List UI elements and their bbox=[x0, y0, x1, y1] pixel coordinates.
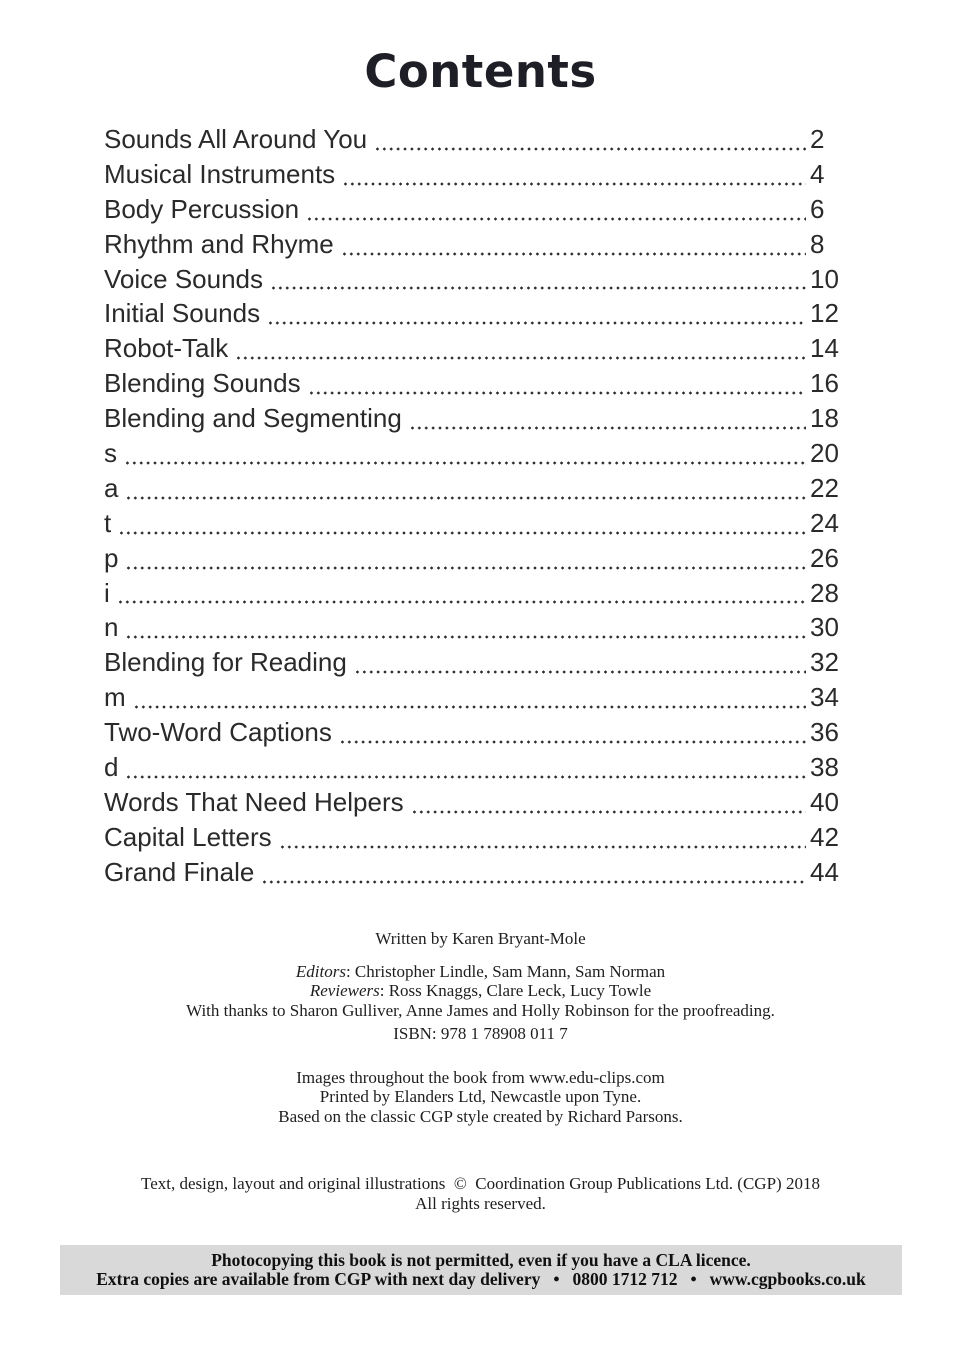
toc-leader-dots bbox=[342, 182, 806, 186]
toc-entry-page: 24 bbox=[810, 507, 839, 538]
toc-entry-label: t bbox=[104, 507, 112, 538]
toc-entry bbox=[104, 822, 846, 857]
rights-line: All rights reserved. bbox=[415, 1193, 546, 1213]
toc-entry-page: 44 bbox=[810, 856, 839, 887]
toc-leader-dots bbox=[354, 670, 806, 674]
toc-entry bbox=[104, 473, 846, 508]
toc-entry-page: 4 bbox=[810, 158, 825, 189]
page-title: Contents bbox=[364, 45, 597, 98]
credits-section bbox=[0, 929, 961, 1214]
toc-entry-label: n bbox=[104, 612, 119, 643]
toc-entry-label: Voice Sounds bbox=[104, 263, 264, 294]
toc-entry-label: s bbox=[104, 438, 117, 469]
toc-entry-page: 20 bbox=[810, 438, 839, 469]
toc-entry-page: 40 bbox=[810, 786, 839, 817]
style-line: Based on the classic CGP style created by Richard Parsons. bbox=[278, 1106, 683, 1126]
reviewers-line bbox=[0, 981, 961, 1001]
toc-entry bbox=[104, 264, 846, 299]
thanks-line: With thanks to Sharon Gulliver, Anne James and Holly Robinson for the proofreading. bbox=[186, 1000, 775, 1020]
toc-leader-dots bbox=[341, 252, 806, 256]
toc-entry-page: 30 bbox=[810, 612, 839, 643]
toc-leader-dots bbox=[279, 845, 806, 849]
footer-website: www.cgpbooks.co.uk bbox=[709, 1269, 866, 1289]
toc-entry-page: 26 bbox=[810, 542, 839, 573]
toc-entry bbox=[104, 508, 846, 543]
toc-entry bbox=[104, 124, 846, 159]
toc-entry-label: Blending for Reading bbox=[104, 647, 347, 678]
toc-entry-page: 12 bbox=[810, 298, 839, 329]
toc-leader-dots bbox=[411, 810, 806, 814]
toc-entry bbox=[104, 229, 846, 264]
toc-entry bbox=[104, 298, 846, 333]
toc-entry-page: 10 bbox=[810, 263, 839, 294]
toc-entry-label: Blending and Segmenting bbox=[104, 403, 402, 434]
toc-entry-label: Words That Need Helpers bbox=[104, 786, 404, 817]
toc-entry bbox=[104, 752, 846, 787]
footer-phone: 0800 1712 712 bbox=[572, 1269, 678, 1289]
toc-entry bbox=[104, 368, 846, 403]
toc-entry-page: 34 bbox=[810, 682, 839, 713]
footer-bullet-2: • bbox=[690, 1269, 697, 1289]
editors-names: : Christopher Lindle, Sam Mann, Sam Norman bbox=[345, 961, 666, 981]
toc-entry-page: 22 bbox=[810, 472, 839, 503]
toc-entry-page: 6 bbox=[810, 193, 825, 224]
toc-leader-dots bbox=[339, 740, 806, 744]
toc-entry bbox=[104, 787, 846, 822]
toc-leader-dots bbox=[267, 321, 806, 325]
toc-leader-dots bbox=[125, 635, 806, 639]
toc-leader-dots bbox=[261, 880, 806, 884]
toc-entry bbox=[104, 647, 846, 682]
toc-entry-label: Rhythm and Rhyme bbox=[104, 228, 334, 259]
toc-entry-label: Two-Word Captions bbox=[104, 717, 332, 748]
reviewers-label: Reviewers bbox=[309, 981, 380, 1001]
toc-entry-page: 36 bbox=[810, 717, 839, 748]
footer-line1: Photocopying this book is not permitted, even if you have a CLA licence. bbox=[211, 1250, 751, 1270]
toc-entry bbox=[104, 682, 846, 717]
toc-leader-dots bbox=[117, 600, 806, 604]
written-by-line: Written by Karen Bryant-Mole bbox=[375, 928, 586, 948]
footer-line2-text: Extra copies are available from CGP with next day delivery bbox=[96, 1269, 541, 1289]
toc-leader-dots bbox=[409, 426, 806, 430]
toc-leader-dots bbox=[125, 496, 806, 500]
toc-entry bbox=[104, 159, 846, 194]
toc-entry-page: 18 bbox=[810, 403, 839, 434]
copyright-line: Text, design, layout and original illustrations © Coordination Group Publications Ltd. (CGP) 2018 bbox=[141, 1174, 820, 1194]
toc-leader-dots bbox=[133, 705, 806, 709]
toc-leader-dots bbox=[235, 356, 806, 360]
toc-entry bbox=[104, 403, 846, 438]
toc-entry-page: 8 bbox=[810, 228, 825, 259]
isbn-line: ISBN: 978 1 78908 011 7 bbox=[393, 1024, 568, 1044]
images-line: Images throughout the book from www.edu-clips.com bbox=[296, 1067, 665, 1087]
editors-line bbox=[0, 962, 961, 982]
toc-leader-dots bbox=[125, 775, 806, 779]
toc-list bbox=[104, 124, 846, 892]
toc-entry-page: 42 bbox=[810, 821, 839, 852]
printed-line: Printed by Elanders Ltd, Newcastle upon Tyne. bbox=[319, 1087, 642, 1107]
toc-entry-label: Initial Sounds bbox=[104, 298, 261, 329]
footer-bullet-1: • bbox=[553, 1269, 560, 1289]
production-block bbox=[0, 1068, 961, 1127]
toc-entry-label: Body Percussion bbox=[104, 193, 300, 224]
toc-entry bbox=[104, 857, 846, 892]
toc-entry-page: 14 bbox=[810, 333, 839, 364]
toc-entry-label: a bbox=[104, 472, 119, 503]
toc-entry-page: 2 bbox=[810, 124, 825, 154]
toc-leader-dots bbox=[374, 147, 806, 151]
toc-entry-page: 32 bbox=[810, 647, 839, 678]
toc-entry bbox=[104, 543, 846, 578]
toc-entry bbox=[104, 333, 846, 368]
toc-leader-dots bbox=[306, 217, 806, 221]
footer-line2 bbox=[60, 1270, 902, 1289]
toc-entry-label: d bbox=[104, 752, 119, 783]
toc-leader-dots bbox=[270, 286, 806, 290]
toc-entry-page: 38 bbox=[810, 752, 839, 783]
toc-entry-page: 28 bbox=[810, 577, 839, 608]
toc-entry-label: i bbox=[104, 577, 110, 608]
toc-entry bbox=[104, 612, 846, 647]
toc-leader-dots bbox=[308, 391, 806, 395]
toc-leader-dots bbox=[125, 566, 806, 570]
copyright-block bbox=[0, 1174, 961, 1213]
toc-entry-label: p bbox=[104, 542, 119, 573]
toc-entry bbox=[104, 438, 846, 473]
footer-notice-bar bbox=[60, 1245, 902, 1295]
toc-entry-label: Musical Instruments bbox=[104, 158, 336, 189]
editorial-block bbox=[0, 962, 961, 1044]
toc-entry bbox=[104, 194, 846, 229]
toc-entry bbox=[104, 578, 846, 613]
toc-entry-label: Capital Letters bbox=[104, 821, 272, 852]
toc-entry bbox=[104, 717, 846, 752]
toc-entry-label: Sounds All Around You bbox=[104, 124, 368, 154]
toc-leader-dots bbox=[124, 461, 806, 465]
toc-entry-page: 16 bbox=[810, 368, 839, 399]
toc-entry-label: Robot-Talk bbox=[104, 333, 229, 364]
toc-entry-label: Blending Sounds bbox=[104, 368, 301, 399]
editors-label: Editors bbox=[295, 961, 346, 981]
toc-entry-label: m bbox=[104, 682, 126, 713]
reviewers-names: : Ross Knaggs, Clare Leck, Lucy Towle bbox=[379, 981, 652, 1001]
toc-leader-dots bbox=[118, 531, 806, 535]
toc-entry-label: Grand Finale bbox=[104, 856, 255, 887]
